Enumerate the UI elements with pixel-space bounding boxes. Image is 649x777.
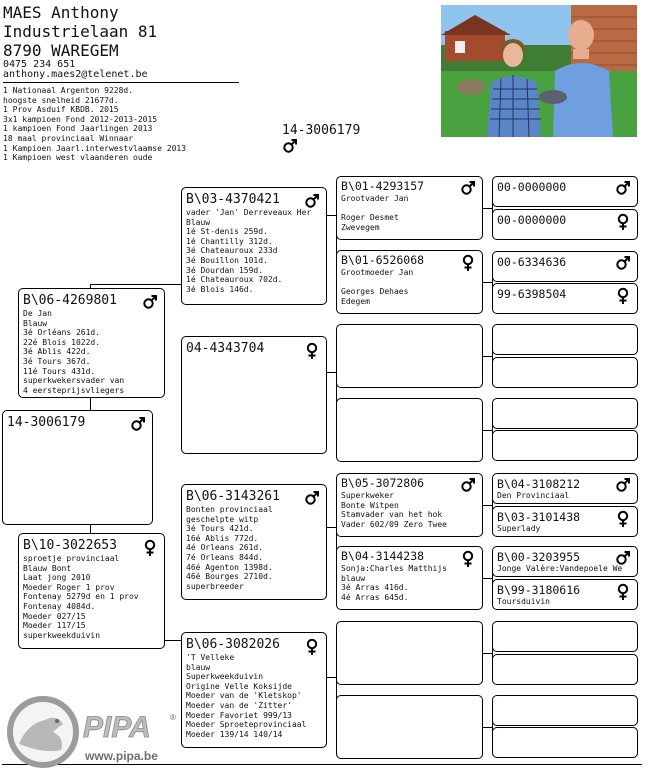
achievements-list <box>3 86 186 163</box>
pedigree-g4-14 <box>492 654 638 685</box>
male-symbol-icon <box>615 255 631 275</box>
detail-line: 46é Bourges 2710d. <box>186 572 273 582</box>
pedigree-g3-6 <box>336 546 483 610</box>
detail-line: Sonja:Charles Matthijs <box>341 564 447 573</box>
detail-line: 16é Ablis 772d. <box>186 533 259 543</box>
male-symbol-icon <box>282 138 298 154</box>
ring-number: B\03-3101438 <box>497 510 581 524</box>
pigeon-details <box>497 491 569 501</box>
ring-number: B\99-3180616 <box>497 583 581 597</box>
female-symbol-icon <box>460 254 476 276</box>
male-symbol-icon <box>460 477 476 497</box>
pedigree-g3-4 <box>336 398 483 462</box>
pedigree-g4-4 <box>492 283 638 314</box>
pedigree-dam <box>18 533 165 649</box>
female-symbol-icon <box>615 287 631 309</box>
male-symbol-icon <box>130 416 146 436</box>
pipa-logo-reg: ® <box>170 713 176 722</box>
achievement-item: 18 maal provinciaal Winnaar <box>3 133 134 143</box>
detail-line: 1é Chantilly 312d. <box>186 236 273 246</box>
achievement-item: 1 kampioen Fond Jaarlingen 2013 <box>3 124 153 134</box>
detail-line: Moeder van de 'Kletskop' <box>186 691 302 701</box>
detail-line: Moeder 117/15 <box>23 621 86 631</box>
detail-line: sproetje provinciaal <box>23 554 120 563</box>
detail-line: 46é Agenton 1398d. <box>186 562 273 572</box>
pigeon-details <box>497 597 550 607</box>
detail-line: Jonge Valère:Vandepoele We <box>497 564 623 573</box>
pipa-logo-url: www.pipa.be <box>85 749 158 763</box>
detail-line: geschelpte witp <box>186 514 259 524</box>
detail-line: Bonten provinciaal <box>186 505 273 514</box>
detail-line: 3é Tours 421d. <box>186 524 254 534</box>
detail-line: Blauw <box>186 217 211 227</box>
pedigree-g3-5 <box>336 473 483 537</box>
detail-line: 22é Blois 1022d. <box>23 337 101 347</box>
owner-city: 8790 WAREGEM <box>3 41 119 60</box>
pedigree-g4-8 <box>492 430 638 461</box>
pedigree-g4-2 <box>492 209 638 240</box>
detail-line: Moeder Sproeteprovinciaal <box>186 720 307 730</box>
ring-number: 00-0000000 <box>497 213 567 227</box>
detail-line: Den Provinciaal <box>497 491 570 500</box>
pedigree-g4-12 <box>492 579 638 610</box>
pigeon-details <box>341 564 447 602</box>
detail-line: Zwevegem <box>341 222 380 232</box>
pedigree-g3-8 <box>336 695 483 759</box>
pipa-logo <box>5 694 185 770</box>
detail-line: Grootvader Jan <box>341 194 409 203</box>
pedigree-g4-16 <box>492 727 638 758</box>
owner-email: anthony.maes2@telenet.be <box>3 69 148 80</box>
main-pigeon-sex-icon <box>282 138 298 158</box>
detail-line: 3é Blois 146d. <box>186 284 254 294</box>
detail-line: Stamvader van het hok <box>341 510 443 520</box>
detail-line: 3é Chateauroux 233d <box>186 246 278 256</box>
ring-number: 14-3006179 <box>7 415 86 430</box>
ring-number: B\06-3143261 <box>186 489 280 504</box>
owner-street: Industrielaan 81 <box>3 22 158 41</box>
pedigree-g4-5 <box>492 324 638 355</box>
pigeon-details <box>23 554 139 640</box>
pedigree-dam-sire <box>181 484 327 600</box>
pigeon-details <box>186 505 273 591</box>
ring-number: 99-6398504 <box>497 287 567 301</box>
detail-line: De Jan <box>23 309 52 318</box>
ring-number: B\06-4269801 <box>23 293 117 308</box>
detail-line: 4é Arras 645d. <box>341 592 409 602</box>
achievement-item: 1 Kampioen west vlaanderen oude <box>3 153 153 163</box>
header-divider <box>3 82 239 83</box>
ring-number: 00-0000000 <box>497 180 567 194</box>
pedigree-g4-13 <box>492 621 638 652</box>
pedigree-g4-3 <box>492 251 638 282</box>
achievement-item: 1 Prov Asduif KBDB. 2015 <box>3 105 119 115</box>
detail-line: Moeder van de 'Zitter' <box>186 700 292 710</box>
pedigree-g4-11 <box>492 546 638 577</box>
detail-line: Superlady <box>497 524 541 533</box>
achievement-item: 1 Nationaal Argenton 9228d. <box>3 86 134 95</box>
detail-line: superkweekduivin <box>23 630 101 640</box>
female-symbol-icon <box>615 510 631 532</box>
owner-phone: 0475 234 651 <box>3 59 76 70</box>
detail-line: 3é Dourdan 159d. <box>186 265 264 275</box>
detail-line: Moeder Roger 1 prov <box>23 582 115 592</box>
ring-number: B\01-6526068 <box>341 253 425 267</box>
pedigree-g4-6 <box>492 357 638 388</box>
pedigree-g3-2 <box>336 250 483 314</box>
pigeon-details <box>341 491 447 529</box>
pedigree-g4-9 <box>492 473 638 504</box>
main-pigeon-ring: 14-3006179 <box>282 123 361 138</box>
detail-line: 1é Chateauroux 702d. <box>186 275 283 285</box>
detail-line: Toursduivin <box>497 597 550 606</box>
detail-line: Superkweekduivin <box>186 672 264 682</box>
pedigree-g4-1 <box>492 176 638 207</box>
detail-line: superkwekersvader van <box>23 376 125 386</box>
male-symbol-icon <box>615 477 631 497</box>
detail-line: Blauw Bont <box>23 563 72 573</box>
detail-line: Superkweker <box>341 491 394 500</box>
pedigree-g4-7 <box>492 398 638 429</box>
detail-line: 3é Orléans 261d. <box>23 328 101 338</box>
detail-line: 3é Tours 367d. <box>23 356 91 366</box>
detail-line: Moeder 139/14 140/14 <box>186 729 283 739</box>
ring-number: B\05-3072806 <box>341 476 425 490</box>
pedigree-sire-dam <box>181 336 327 454</box>
detail-line: 3é Ablis 422d. <box>23 347 91 357</box>
male-symbol-icon <box>142 294 158 314</box>
detail-line: vader 'Jan' Derreveaux Her <box>186 208 312 217</box>
ring-number: B\04-3144238 <box>341 549 425 563</box>
detail-line: Blauw <box>23 318 48 328</box>
female-symbol-icon <box>615 583 631 605</box>
detail-line: 11é Tours 431d. <box>23 366 96 376</box>
pedigree-subject <box>2 410 153 525</box>
achievement-item: hoogste snelheid 21677d. <box>3 95 119 105</box>
achievement-item: 3x1 kampioen Fond 2012-2013-2015 <box>3 114 158 124</box>
detail-line: Georges Dehaes <box>341 287 409 297</box>
detail-line <box>341 278 413 288</box>
pigeon-details <box>186 208 311 294</box>
detail-line: Moeder 027/15 <box>23 611 86 621</box>
ring-number: B\03-4370421 <box>186 192 280 207</box>
detail-line: 3é Bouillon 101d. <box>186 255 268 265</box>
owner-name: MAES Anthony <box>3 3 119 22</box>
detail-line: 1é St-denis 259d. <box>186 227 268 237</box>
ring-number: B\01-4293157 <box>341 179 425 193</box>
ring-number: 00-6334636 <box>497 255 567 269</box>
pedigree-g4-10 <box>492 506 638 537</box>
achievement-item: 1 Kampioen Jaarl.interwestvlaamse 2013 <box>3 143 187 153</box>
pigeon-details <box>341 268 413 306</box>
detail-line: superbreeder <box>186 581 244 591</box>
detail-line: blauw <box>341 573 366 583</box>
detail-line: 'T Velleke <box>186 653 235 662</box>
female-symbol-icon <box>142 539 158 561</box>
pigeon-details <box>186 653 306 739</box>
detail-line: Bonte Witpen <box>341 500 399 510</box>
ring-number: B\06-3082026 <box>186 637 280 652</box>
detail-line: Fontenay 5279d en 1 prov <box>23 592 139 602</box>
ring-number: 04-4343704 <box>186 341 265 356</box>
detail-line: 4é Orleans 261d. <box>186 543 264 553</box>
detail-line: 7é Orleans 844d. <box>186 552 264 562</box>
ring-number: B\00-3203955 <box>497 550 581 564</box>
detail-line: Laat jong 2010 <box>23 573 91 583</box>
pedigree-g3-7 <box>336 621 483 685</box>
pedigree-dam-dam <box>181 632 327 748</box>
detail-line: 4 eersteprijsvliegers <box>23 385 125 395</box>
detail-line: Moeder Favoriet 999/13 <box>186 710 292 720</box>
detail-line <box>341 204 408 214</box>
detail-line: Grootmoeder Jan <box>341 268 414 277</box>
owner-photo <box>441 5 637 137</box>
male-symbol-icon <box>304 490 320 510</box>
detail-line: Vader 602/09 Zero Twee <box>341 519 447 529</box>
pedigree-g3-1 <box>336 176 483 240</box>
pedigree-sire <box>18 288 165 398</box>
detail-line: Roger Desmet <box>341 213 399 223</box>
pedigree-g4-15 <box>492 695 638 726</box>
pigeon-details <box>497 564 622 574</box>
pedigree-sire-sire <box>181 187 327 305</box>
female-symbol-icon <box>615 213 631 235</box>
detail-line: Fontenay 4084d. <box>23 601 96 611</box>
female-symbol-icon <box>304 342 320 364</box>
pedigree-g3-3 <box>336 324 483 388</box>
ring-number: B\04-3108212 <box>497 477 581 491</box>
ring-number: B\10-3022653 <box>23 538 117 553</box>
pigeon-details <box>341 194 408 232</box>
detail-line: blauw <box>186 662 211 672</box>
pipa-logo-text: PIPA <box>83 711 151 744</box>
detail-line: 3é Arras 416d. <box>341 583 409 593</box>
detail-line: Edegem <box>341 296 370 306</box>
pigeon-details <box>497 524 540 534</box>
pigeon-details <box>23 309 124 395</box>
male-symbol-icon <box>460 180 476 200</box>
female-symbol-icon <box>460 550 476 572</box>
male-symbol-icon <box>615 180 631 200</box>
detail-line: Origine Velle Koksijde <box>186 681 292 691</box>
